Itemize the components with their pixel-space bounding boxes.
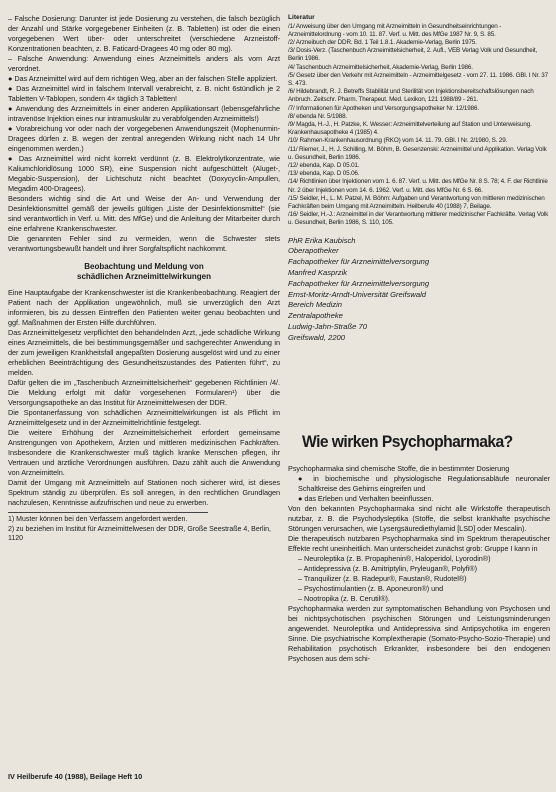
literature-title: Literatur — [288, 14, 315, 21]
literature-list — [288, 23, 550, 228]
literature-item: /16/ Seidler, H.-J.: Arzneimittel in der Verantwortung mittlerer medizinischer Fachkräfte. Verlag Volk u. Gesundheit, Berlin 1986, S. 110, 105. — [288, 211, 549, 227]
author-line: Zentralapotheke — [288, 311, 343, 321]
literature-item: /4/ Taschenbuch Arzneimittelsicherheit, Akademie-Verlag, Berlin 1986. — [288, 63, 473, 71]
right-column — [288, 14, 550, 786]
right-body — [288, 464, 550, 664]
page-footer: IV Heilberufe 40 (1988), Beilage Heft 10 — [8, 772, 143, 781]
literature-item: /13/ ebenda, Kap. D 05.06. — [288, 170, 360, 178]
article-headline: Wie wirken Psychopharmaka? — [302, 431, 513, 451]
literature-item: /7/ Informationen für Apotheken und Versorgungsapotheker Nr. 12/1986. — [288, 104, 479, 112]
paragraph: – Falsche Anwendung: Anwendung eines Arzneimittels anders als vom Arzt verordnet. — [8, 54, 280, 73]
author-line: Bereich Medizin — [288, 300, 343, 310]
footnotes — [8, 512, 271, 544]
paragraph: Die Spontanerfassung von schädlichen Arzneimittelwirkungen ist als Pflicht im Arzneimittelgesetz und in der Arzneimittelrichtlinie festgelegt. — [8, 408, 280, 427]
paragraph: ● Das Arzneimittel wird nicht korrekt verdünnt (z. B. Elektrolytkonzentrate, wie Kaliumchloridlösung 1000 SR), eine Suspension nicht aufgeschüttelt (Aluget-, Megabic-Suspension), der Lichtschutz nicht beachtet (Doxycyclin-Ampullen, Megadim 400-Dragees). — [8, 154, 280, 193]
literature-item: /6/ Hildebrandt, R. J. Betreffs Stabilität und Sterilität von Injektionsbereitschaftslösungen nach Anbruch. Zeitschr. Pharm. Therapeut. Med. Lexikon, 121 1988/89 - 261. — [288, 88, 534, 104]
author-line: Ernst-Moritz-Arndt-Universität Greifswald — [288, 289, 426, 299]
bullet-item: ● in biochemische und physiologische Regulationsabläufe neuronaler Schaltkreise des Gehirns eingreifen und — [298, 473, 550, 493]
author-line: Fachapotheker für Arzneimittelversorgung — [288, 257, 430, 267]
paragraph: ● Anwendung des Arzneimittels in einer anderen Applikationsart (lebensgefährliche intravenöse Injektion eines nur intramuskulär zu verabfolgenden Arzneimittels!) — [8, 104, 280, 123]
paragraph: Dafür gelten die im „Taschenbuch Arzneimittelsicherheit“ gegebenen Richtlinien /4/. Die Meldung erfolgt mit dafür vorgesehenen Formularen¹) über die Versorgungsapotheke an das Institut für Arzneimittelwesen der DDR. — [8, 378, 280, 407]
literature-item: /8/ ebenda Nr. 5/1988. — [288, 112, 348, 120]
list-item: – Neuroleptika (z. B. Propaphenin®, Haloperidol, Lyorodin®) — [298, 553, 491, 563]
paragraph: Damit der Umgang mit Arzneimitteln auf Stationen noch sicherer wird, ist dieses Spektrum ständig zu überprüfen. Es soll anregen, in den rechtlichen Grundlagen nachzulesen, Kenntnisse aufzufrischen und neue zu erwerben. — [8, 478, 280, 507]
literature-item: /3/ Dosis-Verz. (Taschenbuch Arzneimittelsicherheit, 2. Aufl., VEB Verlag Volk und Gesundheit, Berlin 1986. — [288, 47, 538, 63]
paragraph: ● Das Arzneimittel wird in falschem Intervall verabreicht, z. B. nicht 6stündlich je 2 Tabletten V-Tablopen, sondern 4× täglich 3 Tabletten! — [8, 84, 280, 103]
author-line: Manfred Kasprzik — [288, 267, 348, 277]
section-heading-line: Beobachtung und Meldung von — [84, 262, 204, 271]
left-column — [8, 14, 280, 766]
list-item: – Psychostimulantien (z. B. Aponeuron®) und — [298, 583, 444, 593]
paragraph: – Falsche Dosierung: Darunter ist jede Dosierung zu verstehen, die falsch bezüglich der Anzahl und Stärke vorgegebener Einheiten (z. B. Tabletten) ist oder die einen vorgegebenen Wert über- oder unterschreitet (verschiedene Arzneistoff-Konzentrationen beachten, z. B. Faticard-Dragees 40 mg oder 80 mg). — [8, 14, 280, 53]
paragraph: Psychopharmaka sind chemische Stoffe, die in bestimmter Dosierung — [288, 463, 510, 473]
paragraph: Die therapeutisch nutzbaren Psychopharmaka sind im Spektrum therapeutischer Effekte recht uneinheitlich. Man unterscheidet zunächst grob: Gruppe I kann in — [288, 533, 550, 553]
list-item: – Nootropika (z. B. Cerutil®). — [298, 593, 390, 603]
section-heading — [8, 262, 280, 282]
literature-item: /14/ Richtlinien über Injektionen vom 1. 6. 87. Verf. u. Mitt. des MfGe Nr. 8 S. 78; 4. F. der Richtlinie Nr. 2 über Injektionen vom 14. 6. 1962. Verf. u. Mitt. des MfGe Nr. 6 S. 66. — [288, 178, 548, 194]
left-body-2 — [8, 288, 280, 508]
literature-item: /12/ ebenda, Kap. D 05.01. — [288, 161, 360, 169]
literature-item: /10/ Rahmen-Krankenhausordnung (RKO) vom 14. 11. 79. GBl. I Nr. 2/1980, S. 29. — [288, 137, 508, 145]
section-heading-line: schädlichen Arzneimittelwirkungen — [77, 272, 211, 281]
paragraph: Psychopharmaka werden zur symptomatischen Behandlung von Psychosen und bei nichtpsychotischen psychischen Störungen und Leistungsminderungen angewendet. Neuroleptika und Antidepressiva sind Antipsychotika im engeren Sinne. Die psychiatrische Komplextherapie (Somato-Psycho-Sozio-Therapie) und Rehabilitation psychotisch Erkrankter, insbesondere bei den endogenen Psychosen aus dem schi- — [288, 603, 550, 663]
paragraph: Die genannten Fehler sind zu vermeiden, wenn die Schwester stets verantwortungsbewußt handelt und ihrer Sorgfaltspflicht nachkommt. — [8, 234, 280, 253]
author-line: Oberapotheker — [288, 246, 339, 256]
paragraph: Das Arzneimittelgesetz verpflichtet den behandelnden Arzt, „jede schädliche Wirkung eines Arzneimittels, die bei bestimmungsgemäßer und sachgerechter Anwendung in der zum jeweiligen Krankheitsfall angepaßten Dosierung ausgelöst wird und zu einer erheblichen Beeinträchtigung des Gesundheitszustandes des Patienten führt“, zu melden. — [8, 328, 280, 377]
literature-item: /5/ Gesetz über den Verkehr mit Arzneimitteln - Arzneimittelgesetz - vom 27. 11. 1986. GBl. I Nr. 37 S. 473. — [288, 71, 548, 87]
paragraph: Besonders wichtig sind die Art und Weise der An- und Verwendung der Desinfektionsmittel gemäß der jeweils gültigen „Liste der Desinfektionsmittel“ (sie sind verantwortlich in Verf. u. Mitt. des MfGe) und die Anleitung der Mitarbeiter durch eine erfahrene Krankenschwester. — [8, 194, 280, 233]
bullet-item: ● das Erleben und Verhalten beeinflussen. — [298, 493, 434, 503]
literature-item: /11/ Riemer, J., H. J. Schilling, M. Böhm, B. Gesenzenski: Arzneimittel und Applikation. Verlag Volk u. Gesundheit, Berlin 1986. — [288, 145, 547, 161]
left-body — [8, 14, 280, 254]
paragraph: ● Das Arzneimittel wird auf dem richtigen Weg, aber an der falschen Stelle appliziert. — [8, 74, 278, 83]
literature-item: /15/ Seidler, H., L. M. Patzel, M. Böhm: Aufgaben und Verantwortung von mittleren medizinischen Fachkräften beim Umgang mit Arzneimitteln. Heilberufe 40 (1988) 7, Beilage. — [288, 194, 545, 210]
paragraph: ● Vorabreichung vor oder nach der vorgegebenen Anwendungszeit (Mophenurmin-Dragees dürfen z. B. wegen der zentral anregenden Wirkung nicht nach 14 Uhr eingenommen werden.) — [8, 124, 280, 153]
author-line: Greifswald, 2200 — [288, 332, 345, 342]
author-line: Ludwig-Jahn-Straße 70 — [288, 321, 367, 331]
literature-item: /1/ Anweisung über den Umgang mit Arzneimitteln in Gesundheitseinrichtungen - Arzneimittelordnung - vom 10. 11. 87. Verf. u. Mitt. des MfGe 1987 Nr. 9, S. 85. — [288, 22, 502, 38]
author-line: PhR Erika Kaubisch — [288, 235, 356, 245]
literature-item: /9/ Magda, H.-J., H. Patzke, K. Wesser: Arzneimittelverteilung auf Station und Unterweisung. Krankenhausapotheke 4 (1985) 4. — [288, 120, 532, 137]
author-block — [288, 236, 550, 344]
footnote: 2) zu beziehen im Institut für Arzneimittelwesen der DDR, Große Seestraße 4, Berlin, 1120 — [8, 525, 271, 543]
author-line: Fachapotheker für Arzneimittelversorgung — [288, 278, 430, 288]
paragraph: Von den bekannten Psychopharmaka sind nicht alle Wirkstoffe therapeutisch nutzbar, z. B. die Psychodysleptika (Stoffe, die selbst krankhafte psychische Störungen verursachen, wie Lysergsäurediethylamid [LSD] oder Mescalin). — [288, 503, 550, 533]
paragraph: Die weitere Erhöhung der Arzneimittelsicherheit erfordert gemeinsame Anstrengungen von Apothekern, Ärzten und mittleren medizinischen Fachkräften. Insbesondere die Krankenschwester muß täglich kranke Menschen pflegen, ihr Vertrauen und ärztliche Verordnungen ausführen. Dazu zählt auch die Anwendung von Arzneimitteln. — [8, 428, 280, 477]
list-item: – Tranquilizer (z. B. Radepur®, Faustan®, Rudotel®) — [298, 573, 467, 583]
footnote: 1) Muster können bei den Verfassern angefordert werden. — [8, 516, 188, 523]
paragraph: Eine Hauptaufgabe der Krankenschwester ist die Krankenbeobachtung. Reagiert der Patient nach der Applikation ungewöhnlich, muß sie unverzüglich den Arzt informieren, bis zu dessen Eintreffen den Patienten weiter genau beobachten und ggf. Maßnahmen der Ersten Hilfe durchführen. — [8, 288, 280, 327]
literature-item: /2/ Arzneibuch der DDR. Bd. 1 Teil 1.8.1. Akademie-Verlag, Berlin 1975. — [288, 38, 477, 46]
list-item: – Antidepressiva (z. B. Amitriptylin, Pryleugan®, Polyfi®) — [298, 563, 477, 573]
